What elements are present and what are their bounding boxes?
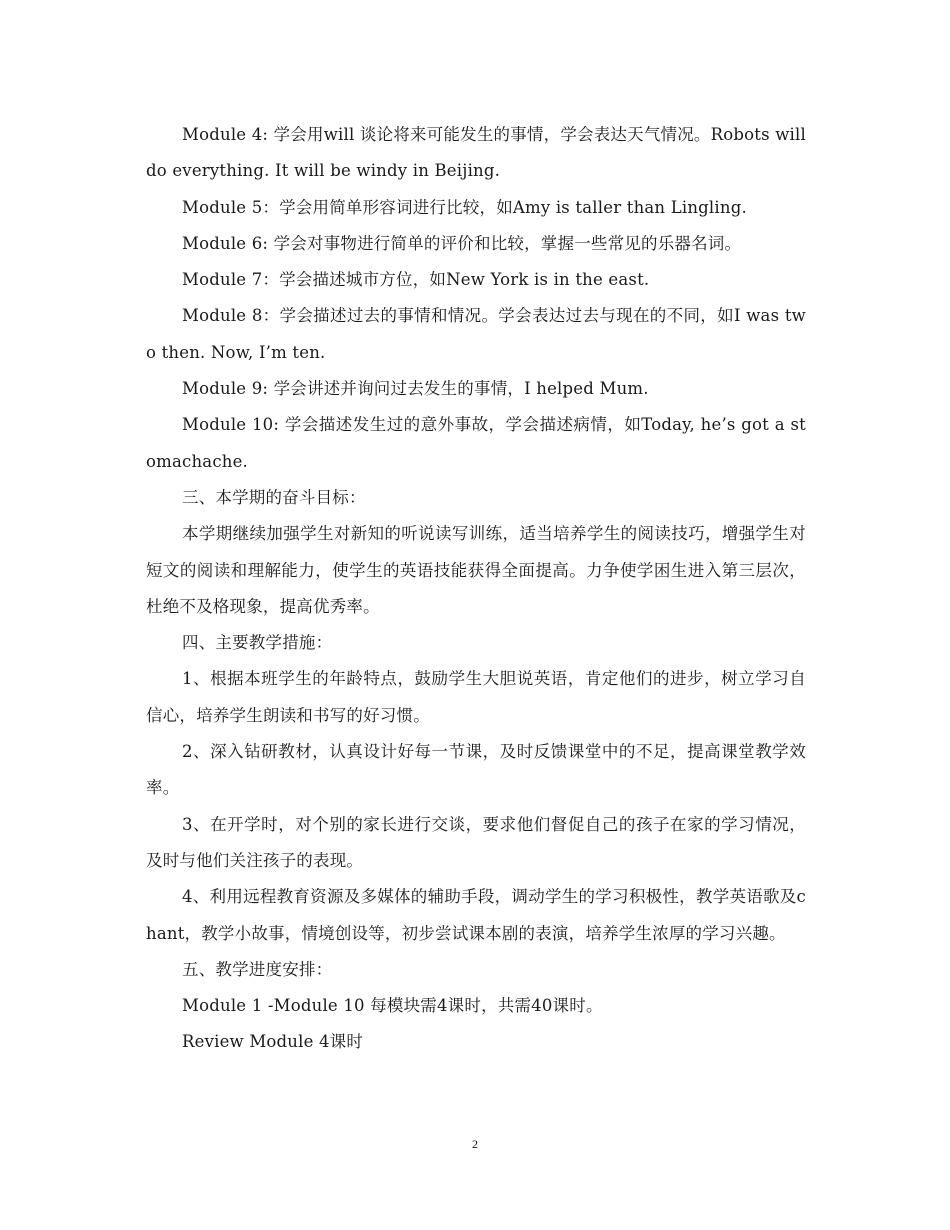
module-7-paragraph: Module 7：学会描述城市方位，如New York is in the east. [182,270,650,290]
module-5-paragraph: Module 5：学会用简单形容词进行比较，如Amy is taller than Lingling. [182,197,747,217]
measure-4-paragraph: 4、利用远程教育资源及多媒体的辅助手段，调动学生的学习积极性，教学英语歌及chant，教学小故事，情境创设等，初步尝试课本剧的表演，培养学生浓厚的学习兴趣。 [146,887,806,943]
measure-2-paragraph: 2、深入钻研教材，认真设计好每一节课，及时反馈课堂中的不足，提高课堂教学效率。 [146,742,806,798]
schedule-modules-paragraph: Module 1 -Module 10 每模块需4课时，共需40课时。 [182,996,603,1016]
section-heading-measures: 四、主要教学措施： [182,633,333,653]
module-9-paragraph: Module 9: 学会讲述并询问过去发生的事情，I helped Mum. [182,379,649,399]
section-heading-goals: 三、本学期的奋斗目标： [182,487,366,507]
measure-1-paragraph: 1、根据本班学生的年龄特点，鼓励学生大胆说英语，肯定他们的进步，树立学习自信心，培养学生朗读和书写的好习惯。 [146,669,806,725]
section-heading-schedule: 五、教学进度安排： [182,959,333,979]
module-6-paragraph: Module 6: 学会对事物进行简单的评价和比较，掌握一些常见的乐器名词。 [182,233,742,253]
module-4-paragraph: Module 4: 学会用will 谈论将来可能发生的事情，学会表达天气情况。Robots will do everything. It will be windy in Beijing. [146,125,806,181]
goals-paragraph: 本学期继续加强学生对新知的听说读写训练，适当培养学生的阅读技巧，增强学生对短文的阅读和理解能力，使学生的英语技能获得全面提高。力争使学困生进入第三层次，杜绝不及格现象，提高优秀率。 [146,524,806,616]
page-number: 2 [472,1137,478,1151]
module-10-paragraph: Module 10: 学会描述发生过的意外事故，学会描述病情，如Today, he’s got a stomachache. [146,415,806,471]
measure-3-paragraph: 3、在开学时，对个别的家长进行交谈，要求他们督促自己的孩子在家的学习情况，及时与他们关注孩子的表现。 [146,814,806,870]
module-8-paragraph: Module 8：学会描述过去的事情和情况。学会表达过去与现在的不同，如I was two then. Now, I’m ten. [146,306,806,362]
document-body [146,117,806,1061]
schedule-review-paragraph: Review Module 4课时 [182,1032,364,1052]
